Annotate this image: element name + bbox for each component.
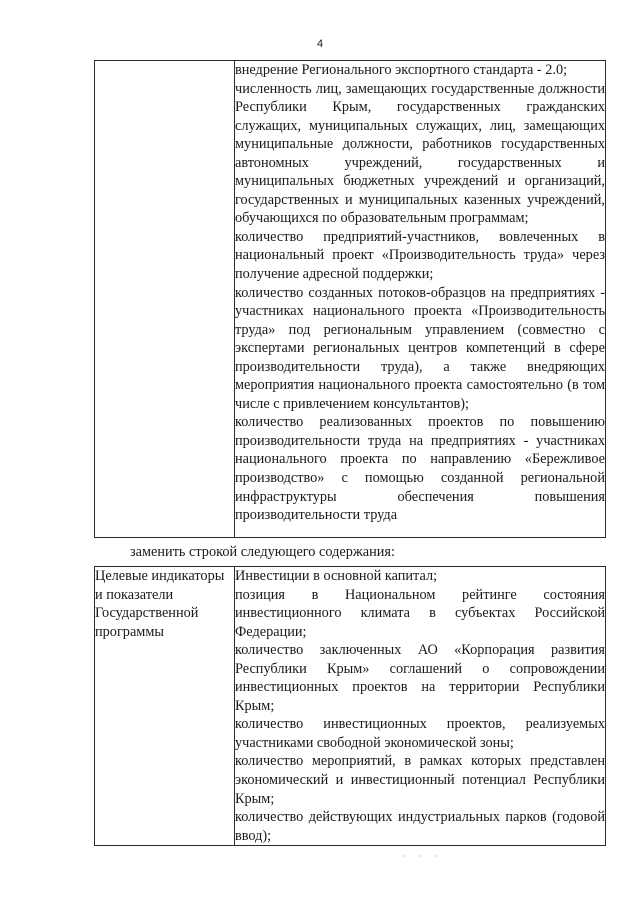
replacement-row-table: [94, 566, 606, 846]
list-item: количество заключенных АО «Корпорация развития Республики Крым» соглашений о сопровождении инвестиционных проектов на территории Республики Крым;: [235, 642, 605, 714]
list-item: количество инвестиционных проектов, реализуемых участниками свободной экономической зоны;: [235, 716, 605, 751]
list-item: позиция в Национальном рейтинге состояния инвестиционного климата в субъектах Российской Федерации;: [235, 586, 605, 640]
scan-specks: · · ·: [402, 852, 444, 861]
table-2-left-cell: [95, 567, 235, 846]
row-label: Целевые индикаторы и показатели Государственной программы: [95, 568, 225, 640]
list-item: численность лиц, замещающих государственные должности Республики Крым, государственных гражданских служащих, муниципальных служащих, лиц, замещающих муниципальные должности, работников государственных автономных учреждений, государственных и муниципальных бюджетных учреждений и организаций, государственных и муниципальных казенных учреждений, обучающихся по образовательным программам;: [235, 80, 605, 227]
table-row: [95, 567, 606, 846]
list-item: количество реализованных проектов по повышению производительности труда на предприятиях - участниках национального проекта по направлению «Бережливое производство» с помощью созданной региональной инфраструктуры обеспечения повышения производительности труда: [235, 414, 605, 524]
list-item: количество мероприятий, в рамках которых представлен экономический и инвестиционный потенциал Республики Крым;: [235, 753, 605, 807]
table-1-right-cell: [235, 61, 606, 538]
list-item: количество предприятий-участников, вовлеченных в национальный проект «Производительность труда» через получение адресной поддержки;: [235, 228, 605, 283]
amended-row-old-table: [94, 60, 606, 538]
list-item: количество созданных потоков-образцов на предприятиях - участниках национального проекта «Производительность труда» под региональным управлением (совместно с экспертами региональных центров компетенций в сфере производительности труда), а также внедряющих мероприятия национального проекта самостоятельно (в том числе с привлечением консультантов);: [235, 284, 605, 412]
connector-text: заменить строкой следующего содержания:: [130, 544, 395, 560]
table-1-left-cell: [95, 61, 235, 538]
list-item: Инвестиции в основной капитал;: [235, 568, 438, 584]
list-item: количество действующих индустриальных парков (годовой ввод);: [235, 809, 605, 844]
list-item: внедрение Регионального экспортного стандарта - 2.0;: [235, 62, 568, 78]
page-number: 4: [316, 38, 324, 50]
table-row: [95, 61, 606, 538]
table-2-right-cell: [235, 567, 606, 846]
